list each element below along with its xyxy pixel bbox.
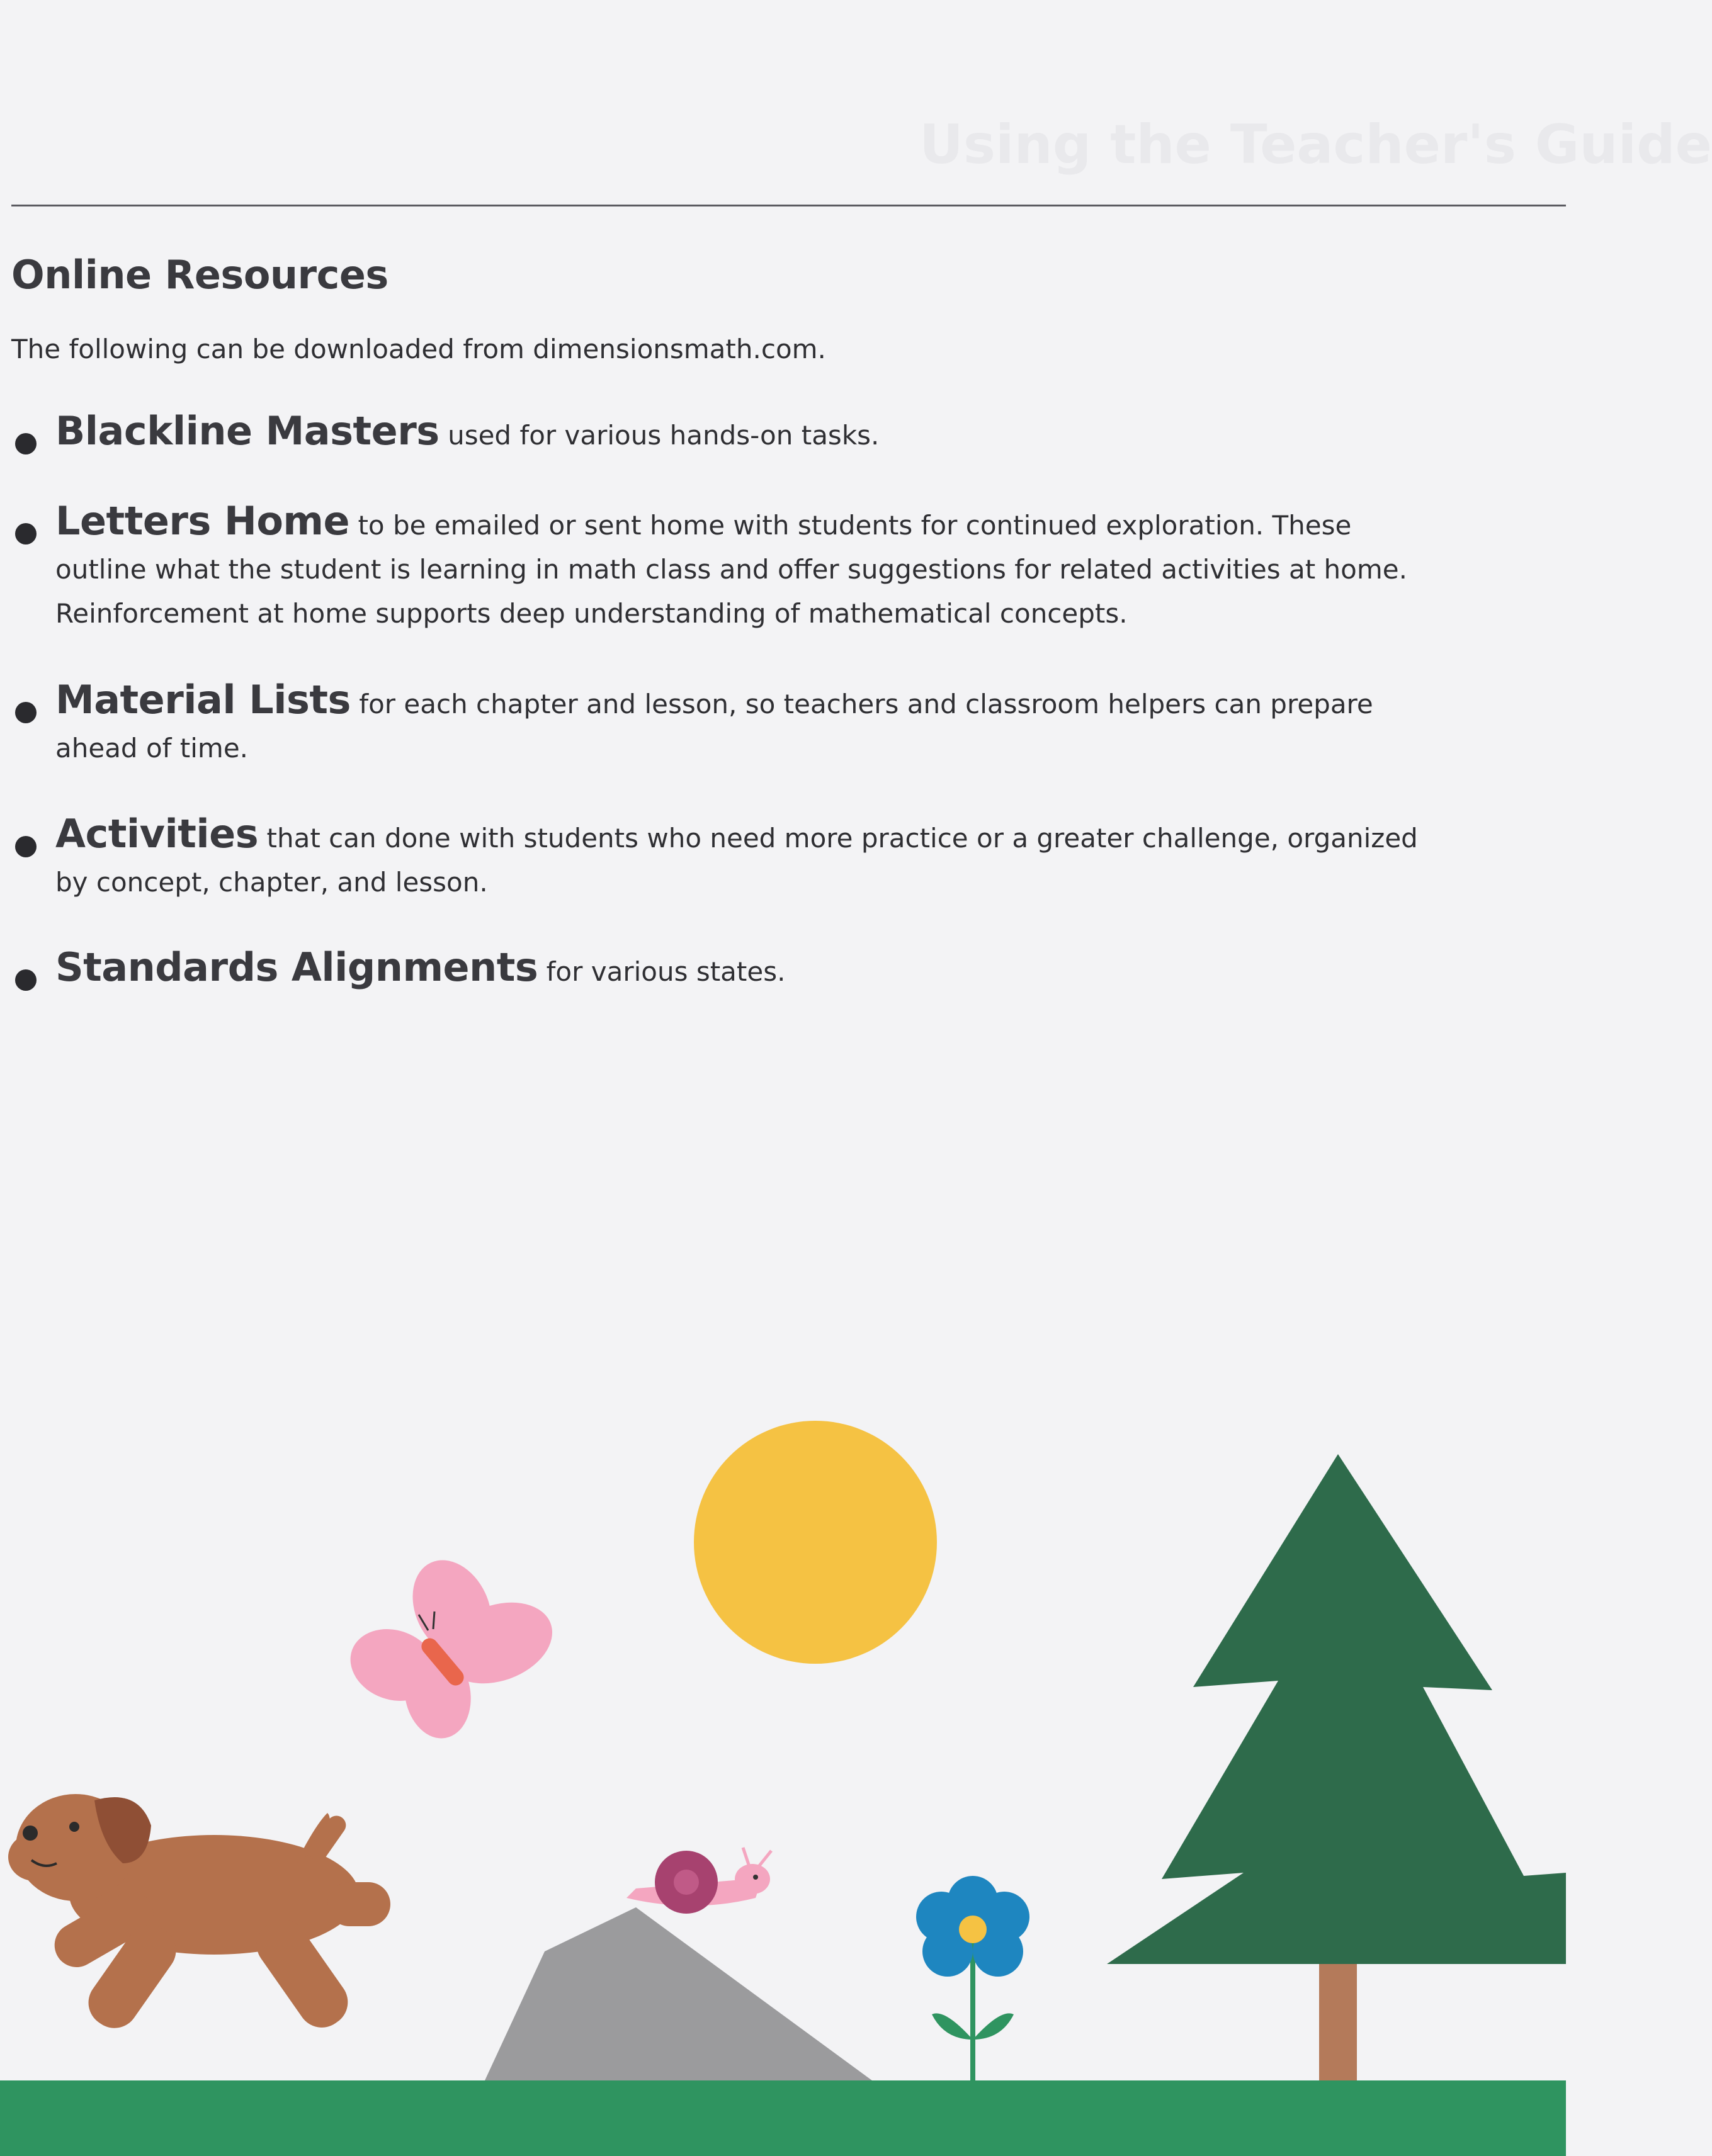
resource-term: Activities [55, 811, 259, 857]
resource-description: for various states. [546, 956, 786, 987]
bullet-icon [15, 969, 37, 991]
rock-illustration [485, 1907, 872, 2080]
dog-illustration [8, 1794, 390, 2038]
faint-title: Using the Teacher's Guide [919, 113, 1712, 176]
resource-term: Blackline Masters [55, 408, 439, 454]
butterfly-illustration [340, 1547, 564, 1744]
bullet-icon [15, 702, 37, 723]
bullet-icon [15, 836, 37, 857]
resource-description: to be emailed or sent home with students for continued exploration. These outline what the student is learning in math class and offer suggestions for related activities at home. Reinforcement at home supports deep understanding of mathematical concepts. [55, 510, 1407, 629]
snail-illustration [626, 1848, 771, 1914]
sun-illustration [694, 1421, 937, 1664]
resource-description: that can done with students who need more practice or a greater challenge, organized by concept, chapter, and lesson. [55, 823, 1418, 898]
resource-item-letters-home [11, 499, 1428, 636]
resource-term: Material Lists [55, 677, 351, 723]
resource-term: Standards Alignments [55, 944, 538, 990]
resource-description: for each chapter and lesson, so teachers and classroom helpers can prepare ahead of time. [55, 689, 1373, 764]
divider-rule [11, 205, 1566, 206]
grass-ground [0, 2080, 1566, 2156]
resource-item-material-lists [11, 678, 1428, 770]
resource-description: used for various hands-on tasks. [448, 420, 880, 451]
resource-item-activities [11, 812, 1428, 905]
bullet-icon [15, 523, 37, 545]
bullet-icon [15, 433, 37, 454]
resource-item-standards-alignments [11, 945, 1428, 994]
flower-illustration [916, 1876, 1029, 2080]
resource-term: Letters Home [55, 498, 350, 544]
section-intro: The following can be downloaded from dimensionsmath.com. [11, 334, 826, 364]
scene-illustration [0, 1353, 1566, 2093]
section-heading: Online Resources [11, 252, 388, 298]
resource-item-blackline-masters [11, 409, 1428, 458]
pine-tree-illustration [1107, 1454, 1566, 2080]
